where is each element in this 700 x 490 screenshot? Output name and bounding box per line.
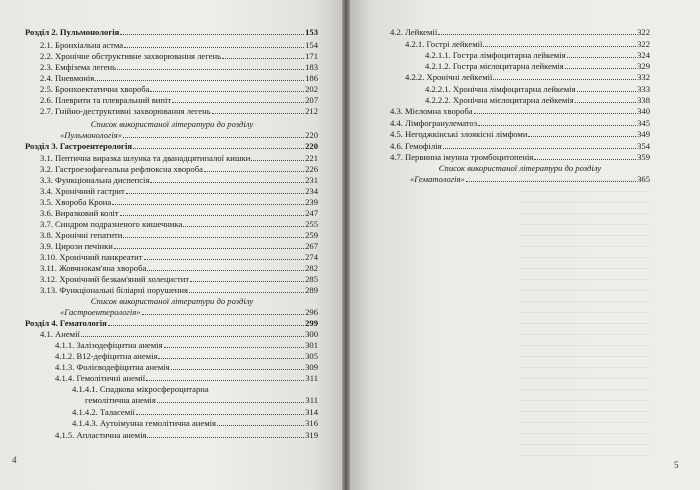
show-through-text [520, 180, 650, 460]
toc-leader-dots [112, 204, 304, 205]
toc-page-number: 340 [637, 106, 650, 116]
toc-leader-dots [217, 425, 304, 426]
toc-entry [40, 241, 318, 251]
toc-leader-dots [142, 314, 305, 315]
toc-page-number: 212 [305, 106, 318, 116]
toc-entry-title: 3.4. Хронічний гастрит [40, 186, 125, 196]
toc-entry-title: Розділ 2. Пульмонологія [25, 27, 120, 37]
toc-entry [40, 230, 318, 240]
toc-page-number: 207 [305, 95, 318, 105]
toc-leader-dots [251, 160, 304, 161]
toc-entry [40, 175, 318, 185]
toc-entry [40, 40, 318, 50]
toc-reference-note: Список використаної літератури до розділу [90, 296, 254, 306]
toc-entry-title: Розділ 4. Гематологія [25, 318, 107, 328]
toc-entry-title: 3.3. Функціональна диспепсія [40, 175, 150, 185]
toc-entry [425, 95, 650, 105]
toc-entry-title: 4.2.1.1. Гостра лімфоцитарна лейкемія [425, 50, 566, 60]
toc-entry [425, 61, 650, 71]
toc-entry-title: 2.4. Пневмонія [40, 73, 95, 83]
toc-entry [85, 395, 318, 405]
toc-entry-title: 3.13. Функціональні біліарні порушення [40, 285, 188, 295]
toc-page-number: 365 [637, 174, 650, 184]
toc-page-number: 255 [305, 219, 318, 229]
toc-page-number: 311 [305, 395, 318, 405]
toc-leader-dots [124, 47, 304, 48]
toc-leader-dots [150, 182, 304, 183]
toc-entry-title: 3.2. Гастроезофагеальна рефлюксна хвороба [40, 164, 203, 174]
toc-entry [390, 129, 650, 139]
toc-entry-title: 4.3. Мієломна хвороба [390, 106, 473, 116]
toc-page-number: 305 [305, 351, 318, 361]
toc-page-number: 332 [637, 72, 650, 82]
toc-leader-dots [222, 58, 304, 59]
toc-entry-title: 2.7. Гнійно-деструктивні захворювання легень [40, 106, 211, 116]
toc-page-number: 259 [305, 230, 318, 240]
toc-entry-title: 4.1.3. Фолієводефіцитна анемія [55, 362, 170, 372]
toc-page-number: 231 [305, 175, 318, 185]
toc-page-number: 247 [305, 208, 318, 218]
toc-entry [40, 263, 318, 273]
toc-leader-dots [478, 125, 636, 126]
toc-page-number: 267 [305, 241, 318, 251]
toc-page-number: 274 [305, 252, 318, 262]
toc-page-number: 338 [637, 95, 650, 105]
toc-section-heading [25, 318, 318, 328]
toc-entry [40, 73, 318, 83]
toc-entry [60, 130, 318, 140]
toc-entry-title: 4.4. Лімфогранулематоз [390, 118, 478, 128]
toc-entry [40, 274, 318, 284]
toc-leader-dots [212, 113, 304, 114]
toc-entry [40, 62, 318, 72]
toc-entry-title: 4.2.1.2. Гостра мієлоцитарна лейкемія [425, 61, 564, 71]
toc-page-number: 309 [305, 362, 318, 372]
book-spine [342, 0, 350, 490]
toc-entry [55, 362, 318, 372]
toc-leader-dots [172, 102, 304, 103]
toc-page-number: 282 [305, 263, 318, 273]
toc-leader-dots [204, 171, 304, 172]
toc-leader-dots [95, 80, 304, 81]
toc-page-number: 322 [637, 39, 650, 49]
left-page [0, 0, 342, 490]
toc-entry-title: 2.1. Бронхіальна астма [40, 40, 124, 50]
toc-reference-note: Список використаної літератури до розділу [90, 119, 254, 129]
toc-entry-title: 2.6. Плеврити та плевральний випіт [40, 95, 172, 105]
toc-entry-title: 4.1.1. Залізодефіцитна анемія [55, 340, 163, 350]
toc-leader-dots [577, 91, 637, 92]
toc-page-number: 153 [305, 27, 318, 37]
toc-leader-dots [120, 34, 304, 35]
toc-leader-dots [126, 193, 304, 194]
toc-leader-dots [575, 102, 636, 103]
toc-entry-title: гемолітична анемія [85, 395, 156, 405]
toc-entry-title: 4.2.2.1. Хронічна лімфоцитарна лейкемія [425, 84, 576, 94]
toc-leader-dots [147, 437, 304, 438]
toc-entry [40, 197, 318, 207]
toc-entry-title: «Гастроентерологія» [60, 307, 141, 317]
toc-page-number: 154 [305, 40, 318, 50]
toc-entry-title: 3.12. Хронічний безкам'яний холецистит [40, 274, 190, 284]
toc-entry [390, 106, 650, 116]
toc-leader-dots [136, 414, 304, 415]
toc-entry-title: «Гематологія» [410, 174, 465, 184]
toc-leader-dots [190, 281, 304, 282]
toc-entry [425, 50, 650, 60]
toc-entry [40, 186, 318, 196]
toc-leader-dots [147, 270, 304, 271]
page-number-left: 4 [12, 455, 17, 465]
toc-leader-dots [483, 46, 636, 47]
toc-page-number: 289 [305, 285, 318, 295]
toc-entry [40, 285, 318, 295]
toc-page-number: 349 [637, 129, 650, 139]
toc-leader-dots [146, 380, 304, 381]
toc-entry [40, 329, 318, 339]
toc-entry [40, 95, 318, 105]
toc-page-number: 220 [305, 130, 318, 140]
toc-page-number: 345 [637, 118, 650, 128]
toc-page-number: 322 [637, 27, 650, 37]
toc-entry-title: 4.1.4.1. Спадкова мікросфероцитарна [72, 384, 209, 394]
toc-entry [55, 373, 318, 383]
toc-entry-title: 3.10. Хронічний панкреатит [40, 252, 143, 262]
toc-entry [390, 118, 650, 128]
toc-entry-title: 3.9. Цирози печінки [40, 241, 113, 251]
toc-leader-dots [565, 68, 636, 69]
toc-page-number: 285 [305, 274, 318, 284]
toc-entry-title: 2.3. Емфізема легень [40, 62, 117, 72]
toc-entry [40, 153, 318, 163]
toc-section-heading [25, 27, 318, 37]
toc-page-number: 171 [305, 51, 318, 61]
toc-entry-title: 2.5. Бронхоектатична хвороба [40, 84, 150, 94]
toc-leader-dots [183, 226, 304, 227]
toc-page-number: 316 [305, 418, 318, 428]
toc-entry [40, 219, 318, 229]
toc-entry [55, 351, 318, 361]
toc-entry [40, 208, 318, 218]
toc-leader-dots [164, 347, 305, 348]
toc-entry [40, 51, 318, 61]
toc-entry [40, 252, 318, 262]
toc-leader-dots [534, 159, 636, 160]
toc-leader-dots [528, 136, 636, 137]
toc-reference-note: Список використаної літератури до розділу [438, 163, 602, 173]
toc-entry [72, 418, 318, 428]
toc-entry [390, 27, 650, 37]
toc-leader-dots [443, 148, 637, 149]
toc-entry-title: 4.1.4.2. Таласемії [72, 407, 135, 417]
toc-entry [72, 384, 318, 394]
toc-entry-title: 3.5. Хвороба Крона [40, 197, 112, 207]
toc-leader-dots [123, 237, 304, 238]
toc-entry [390, 152, 650, 162]
toc-entry-title: 4.5. Негоджкінські злоякісні лімфоми [390, 129, 528, 139]
toc-entry [40, 84, 318, 94]
toc-page-number: 202 [305, 84, 318, 94]
toc-entry-title: 3.8. Хронічні гепатити [40, 230, 123, 240]
toc-entry [72, 407, 318, 417]
toc-entry-title: 4.7. Первинна імунна тромбоцитопенія [390, 152, 534, 162]
toc-entry-title: 3.6. Виразковий коліт [40, 208, 119, 218]
toc-entry [40, 106, 318, 116]
toc-entry [405, 72, 650, 82]
toc-page-number: 221 [305, 153, 318, 163]
toc-page-number: 300 [305, 329, 318, 339]
toc-page-number: 186 [305, 73, 318, 83]
toc-page-number: 299 [305, 318, 318, 328]
toc-page-number: 301 [305, 340, 318, 350]
toc-page-number: 183 [305, 62, 318, 72]
toc-entry [40, 164, 318, 174]
toc-leader-dots [133, 148, 304, 149]
toc-entry [390, 141, 650, 151]
toc-leader-dots [171, 369, 304, 370]
toc-entry-title: 4.2. Лейкемії [390, 27, 438, 37]
toc-entry-title: 4.2.1. Гострі лейкемії [405, 39, 483, 49]
toc-entry-title: 3.1. Пептична виразка шлунка та дванадцятипалої кишки [40, 153, 251, 163]
toc-page-number: 296 [305, 307, 318, 317]
toc-entry [55, 340, 318, 350]
toc-entry-title: 4.2.2.2. Хронічна мієлоцитарна лейкемія [425, 95, 574, 105]
toc-entry-title: 4.1.4. Гемолітичні анемії [55, 373, 146, 383]
toc-leader-dots [158, 358, 304, 359]
toc-entry-title: 4.1.5. Апластична анемія [55, 430, 147, 440]
toc-page-number: 359 [637, 152, 650, 162]
toc-entry-title: Розділ 3. Гастроентерологія [25, 141, 132, 151]
toc-entry-title: «Пульмонологія» [60, 130, 123, 140]
toc-page-number: 354 [637, 141, 650, 151]
toc-page-number: 239 [305, 197, 318, 207]
toc-leader-dots [114, 248, 304, 249]
toc-leader-dots [81, 336, 304, 337]
page-number-right: 5 [674, 460, 679, 470]
toc-leader-dots [108, 325, 304, 326]
toc-page-number: 220 [305, 141, 318, 151]
toc-page-number: 314 [305, 407, 318, 417]
toc-leader-dots [474, 113, 637, 114]
toc-leader-dots [120, 215, 304, 216]
toc-leader-dots [123, 137, 304, 138]
toc-page-number: 234 [305, 186, 318, 196]
toc-leader-dots [493, 79, 636, 80]
toc-entry [425, 84, 650, 94]
toc-leader-dots [438, 34, 636, 35]
toc-entry-title: 3.11. Жовчнокам'яна хвороба [40, 263, 147, 273]
toc-entry-title: 4.2.2. Хронічні лейкемії [405, 72, 493, 82]
toc-page-number: 319 [305, 430, 318, 440]
toc-leader-dots [189, 292, 304, 293]
toc-page-number: 324 [637, 50, 650, 60]
toc-entry-title: 4.1. Анемії [40, 329, 80, 339]
toc-page-number: 329 [637, 61, 650, 71]
toc-leader-dots [150, 91, 304, 92]
toc-entry [55, 430, 318, 440]
toc-leader-dots [157, 402, 305, 403]
toc-leader-dots [144, 259, 305, 260]
toc-entry-title: 4.6. Гемофілія [390, 141, 442, 151]
toc-entry-title: 3.7. Синдром подразненого кишечника [40, 219, 183, 229]
toc-leader-dots [567, 57, 637, 58]
toc-page-number: 226 [305, 164, 318, 174]
toc-section-heading [25, 141, 318, 151]
toc-entry-title: 4.1.2. B12-дефіцитна анемія [55, 351, 158, 361]
toc-entry [60, 307, 318, 317]
toc-page-number: 333 [637, 84, 650, 94]
toc-entry-title: 2.2. Хронічне обструктивне захворювання легень [40, 51, 221, 61]
toc-leader-dots [117, 69, 304, 70]
toc-entry [405, 39, 650, 49]
toc-page-number: 311 [305, 373, 318, 383]
toc-entry-title: 4.1.4.3. Аутоімунна гемолітична анемія [72, 418, 216, 428]
